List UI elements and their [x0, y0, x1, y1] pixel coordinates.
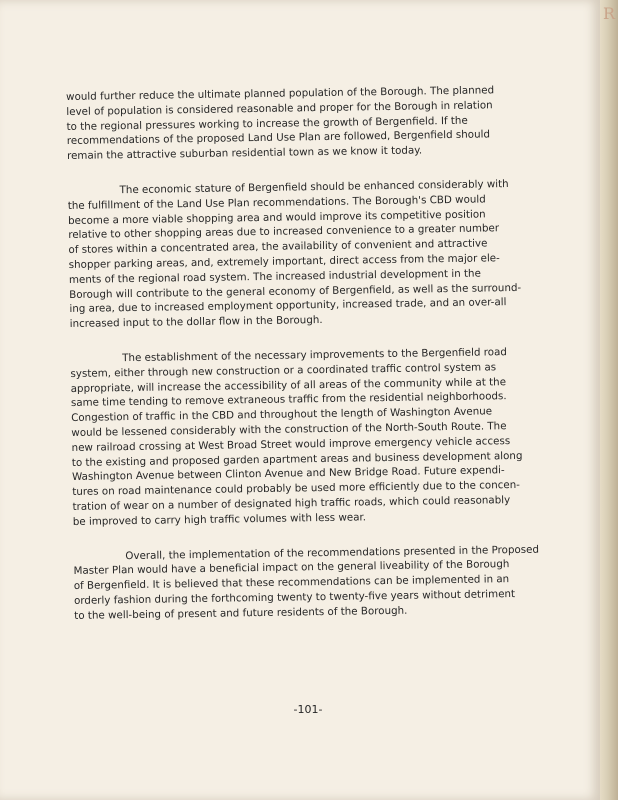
- text-line: relative to other shopping areas due to increased convenience to a greater number: [68, 222, 500, 242]
- paragraph-2: [67, 176, 545, 331]
- text-line: ments of the regional road system. The increased industrial development in the: [68, 267, 481, 286]
- text-line: level of population is considered reasonable and proper for the Borough in relation: [66, 99, 493, 118]
- text-line: recommendations of the proposed Land Use Plan are followed, Bergenfield should: [66, 128, 491, 148]
- paragraph-3: [70, 344, 549, 529]
- text-line: to the existing and proposed garden apartment areas and business development along: [71, 449, 523, 469]
- text-line: shopper parking areas, and, extremely important, direct access from the major ele-: [68, 252, 500, 271]
- text-line: Washington Avenue between Clinton Avenue and New Bridge Road. Future expendi-: [71, 464, 505, 484]
- text-line: appropriate, will increase the accessibility of all areas of the community while at the: [70, 375, 507, 395]
- paragraph-4: [73, 542, 550, 623]
- page-number: -101-: [293, 703, 323, 716]
- text-line: tures on road maintenance could probably be used more efficiently due to the concen-: [72, 479, 521, 499]
- text-line: of stores within a concentrated area, the availability of convenient and attractive: [68, 237, 488, 257]
- text-line: of Bergenfield. It is believed that these recommendations can be implemented in an: [73, 573, 510, 593]
- text-line: be improved to carry high traffic volumes with less wear.: [72, 511, 367, 528]
- text-line: The establishment of the necessary improvements to the Bergenfield road: [122, 346, 507, 365]
- text-line: The economic stature of Bergenfield should be enhanced considerably with: [119, 178, 509, 197]
- text-line: Overall, the implementation of the recommendations presented in the Proposed: [125, 543, 540, 562]
- text-line: to the well-being of present and future residents of the Borough.: [74, 604, 408, 622]
- text-line: increased input to the dollar flow in the Borough.: [69, 314, 323, 331]
- text-line: same time tending to remove extraneous traffic from the residential neighborhoods.: [70, 390, 507, 410]
- paragraph-1: [66, 83, 543, 164]
- text-line: to the regional pressures working to increase the growth of Bergenfield. If the: [66, 114, 468, 133]
- text-line: Congestion of traffic in the CBD and throughout the length of Washington Avenue: [71, 405, 493, 425]
- text-line: Borough will contribute to the general economy of Bergenfield, as well as the surround-: [69, 281, 522, 301]
- text-line: remain the attractive suburban residential town as we know it today.: [66, 144, 423, 163]
- binding-edge: [600, 0, 618, 800]
- text-line: Master Plan would have a beneficial impact on the general liveability of the Borough: [73, 558, 510, 578]
- text-line: would be lessened considerably with the construction of the North-South Route. The: [71, 420, 507, 439]
- text-line: would further reduce the ultimate planned population of the Borough. The planned: [66, 84, 495, 103]
- text-line: the fulfillment of the Land Use Plan recommendations. The Borough's CBD would: [67, 193, 486, 212]
- text-line: tration of wear on a number of designated high traffic roads, which could reasonably: [72, 493, 511, 513]
- text-line: new railroad crossing at West Broad Street would improve emergency vehicle access: [71, 434, 511, 454]
- text-line: orderly fashion during the forthcoming twenty to twenty-five years without detriment: [73, 587, 516, 607]
- body-text: [66, 83, 551, 644]
- text-line: system, either through new construction or a coordinated traffic control system as: [70, 361, 497, 380]
- text-line: ing area, due to increased employment opportunity, increased trade, and an over-all: [69, 296, 507, 316]
- text-line: become a more viable shopping area and would improve its competitive position: [67, 208, 486, 227]
- edge-mark: R: [603, 4, 616, 23]
